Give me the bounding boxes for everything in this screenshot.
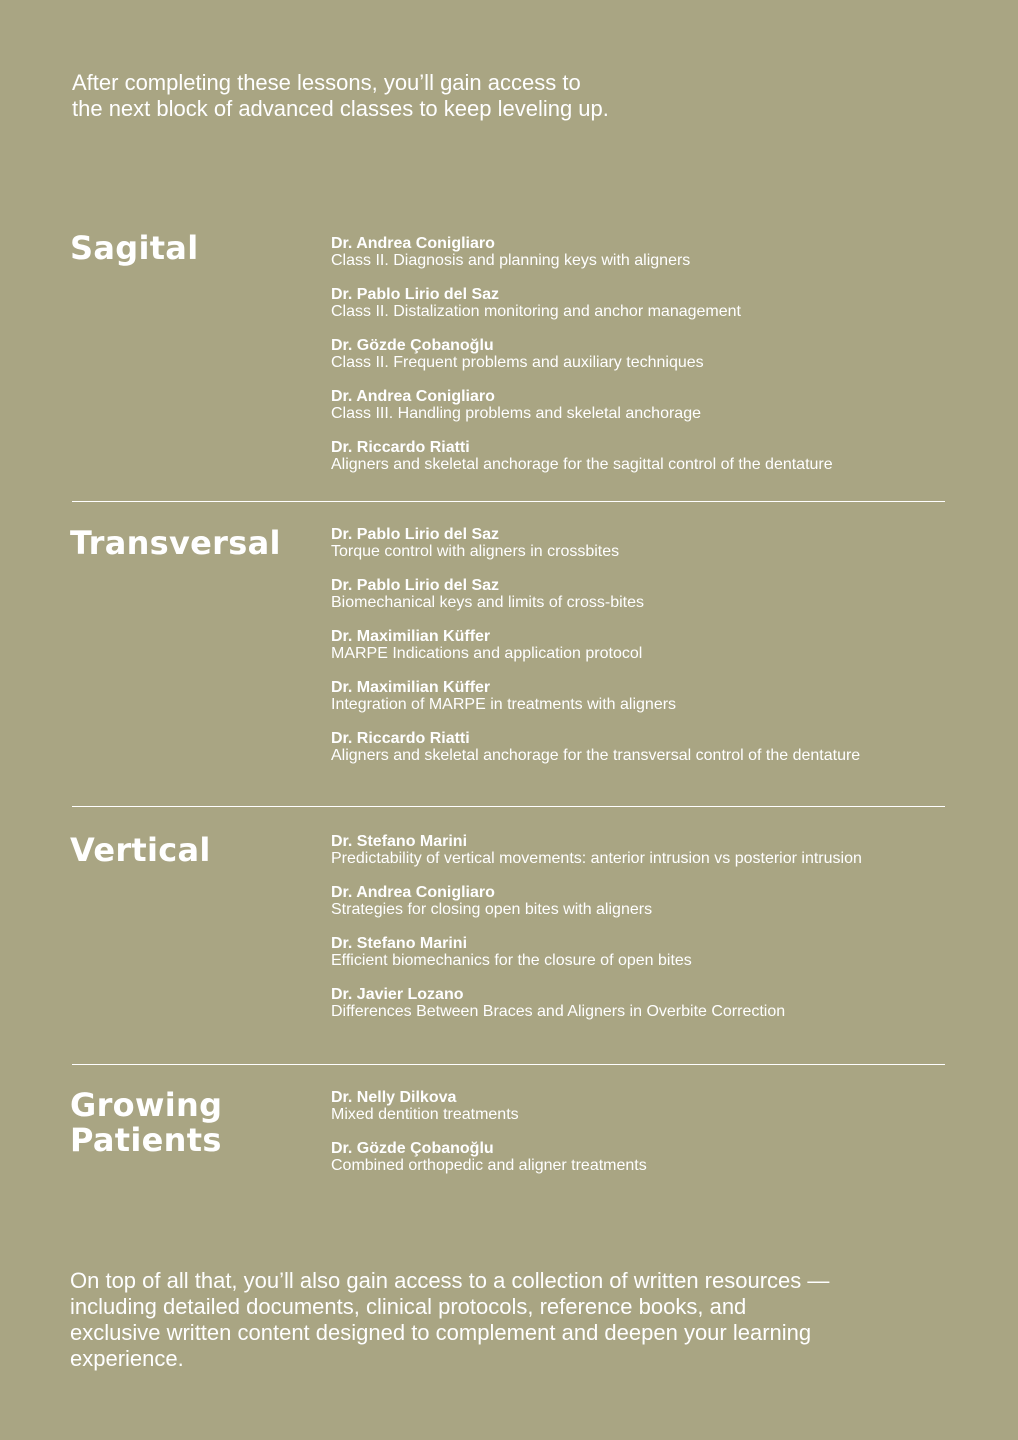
- lesson-title: Aligners and skeletal anchorage for the sagittal control of the dentature: [331, 456, 833, 473]
- lesson-title: Efficient biomechanics for the closure of open bites: [331, 952, 692, 969]
- doctor-name: Dr. Javier Lozano: [331, 986, 464, 1003]
- list-item: [331, 884, 931, 918]
- section-title: Transversal: [70, 524, 281, 562]
- list-item: [331, 235, 931, 269]
- lesson-title: Combined orthopedic and aligner treatments: [331, 1157, 647, 1174]
- lesson-title: Class II. Diagnosis and planning keys with aligners: [331, 252, 691, 269]
- lesson-title: Class III. Handling problems and skeletal anchorage: [331, 405, 701, 422]
- section-title: Growing Patients: [70, 1086, 223, 1159]
- doctor-name: Dr. Pablo Lirio del Saz: [331, 286, 500, 303]
- list-item: [331, 577, 931, 611]
- lesson-title: Strategies for closing open bites with aligners: [331, 901, 653, 918]
- lesson-title: Class II. Distalization monitoring and anchor management: [331, 303, 741, 320]
- lesson-title: Predictability of vertical movements: anterior intrusion vs posterior intrusion: [331, 850, 862, 867]
- doctor-name: Dr. Riccardo Riatti: [331, 730, 470, 747]
- list-item: [331, 388, 931, 422]
- list-item: [331, 1140, 931, 1174]
- doctor-name: Dr. Gözde Çobanoğlu: [331, 337, 494, 354]
- intro-text: After completing these lessons, you’ll gain access to the next block of advanced classes to keep leveling up.: [72, 70, 609, 121]
- doctor-name: Dr. Andrea Conigliaro: [331, 884, 495, 901]
- lesson-title: Aligners and skeletal anchorage for the transversal control of the dentature: [331, 747, 861, 764]
- lesson-title: MARPE Indications and application protocol: [331, 645, 643, 662]
- lesson-title: Torque control with aligners in crossbites: [331, 543, 620, 560]
- lesson-title: Integration of MARPE in treatments with aligners: [331, 696, 677, 713]
- doctor-name: Dr. Stefano Marini: [331, 833, 468, 850]
- section-divider: [72, 1064, 945, 1065]
- list-item: [331, 679, 931, 713]
- list-item: [331, 526, 931, 560]
- lesson-list: [331, 1089, 931, 1191]
- list-item: [331, 337, 931, 371]
- doctor-name: Dr. Maximilian Küffer: [331, 628, 491, 645]
- doctor-name: Dr. Andrea Conigliaro: [331, 235, 495, 252]
- doctor-name: Dr. Pablo Lirio del Saz: [331, 526, 500, 543]
- list-item: [331, 1089, 931, 1123]
- list-item: [331, 439, 931, 473]
- section-title: Vertical: [70, 831, 211, 869]
- lesson-title: Mixed dentition treatments: [331, 1106, 519, 1123]
- section-divider: [72, 501, 945, 502]
- doctor-name: Dr. Riccardo Riatti: [331, 439, 470, 456]
- doctor-name: Dr. Pablo Lirio del Saz: [331, 577, 500, 594]
- outro-text: On top of all that, you’ll also gain access to a collection of written resources — including detailed documents, clinical protocols, reference books, and exclusive written content designed to complement and deepen your learning experience.: [70, 1268, 830, 1371]
- doctor-name: Dr. Stefano Marini: [331, 935, 468, 952]
- doctor-name: Dr. Maximilian Küffer: [331, 679, 491, 696]
- list-item: [331, 833, 931, 867]
- lesson-title: Differences Between Braces and Aligners in Overbite Correction: [331, 1003, 786, 1020]
- list-item: [331, 286, 931, 320]
- section-divider: [72, 806, 945, 807]
- list-item: [331, 730, 931, 764]
- lesson-title: Biomechanical keys and limits of cross-bites: [331, 594, 645, 611]
- doctor-name: Dr. Nelly Dilkova: [331, 1089, 457, 1106]
- doctor-name: Dr. Gözde Çobanoğlu: [331, 1140, 494, 1157]
- doctor-name: Dr. Andrea Conigliaro: [331, 388, 495, 405]
- lesson-list: [331, 235, 931, 490]
- list-item: [331, 935, 931, 969]
- lesson-title: Class II. Frequent problems and auxiliary techniques: [331, 354, 704, 371]
- lesson-list: [331, 833, 931, 1037]
- section-title: Sagital: [70, 229, 199, 267]
- lesson-list: [331, 526, 931, 781]
- list-item: [331, 986, 931, 1020]
- list-item: [331, 628, 931, 662]
